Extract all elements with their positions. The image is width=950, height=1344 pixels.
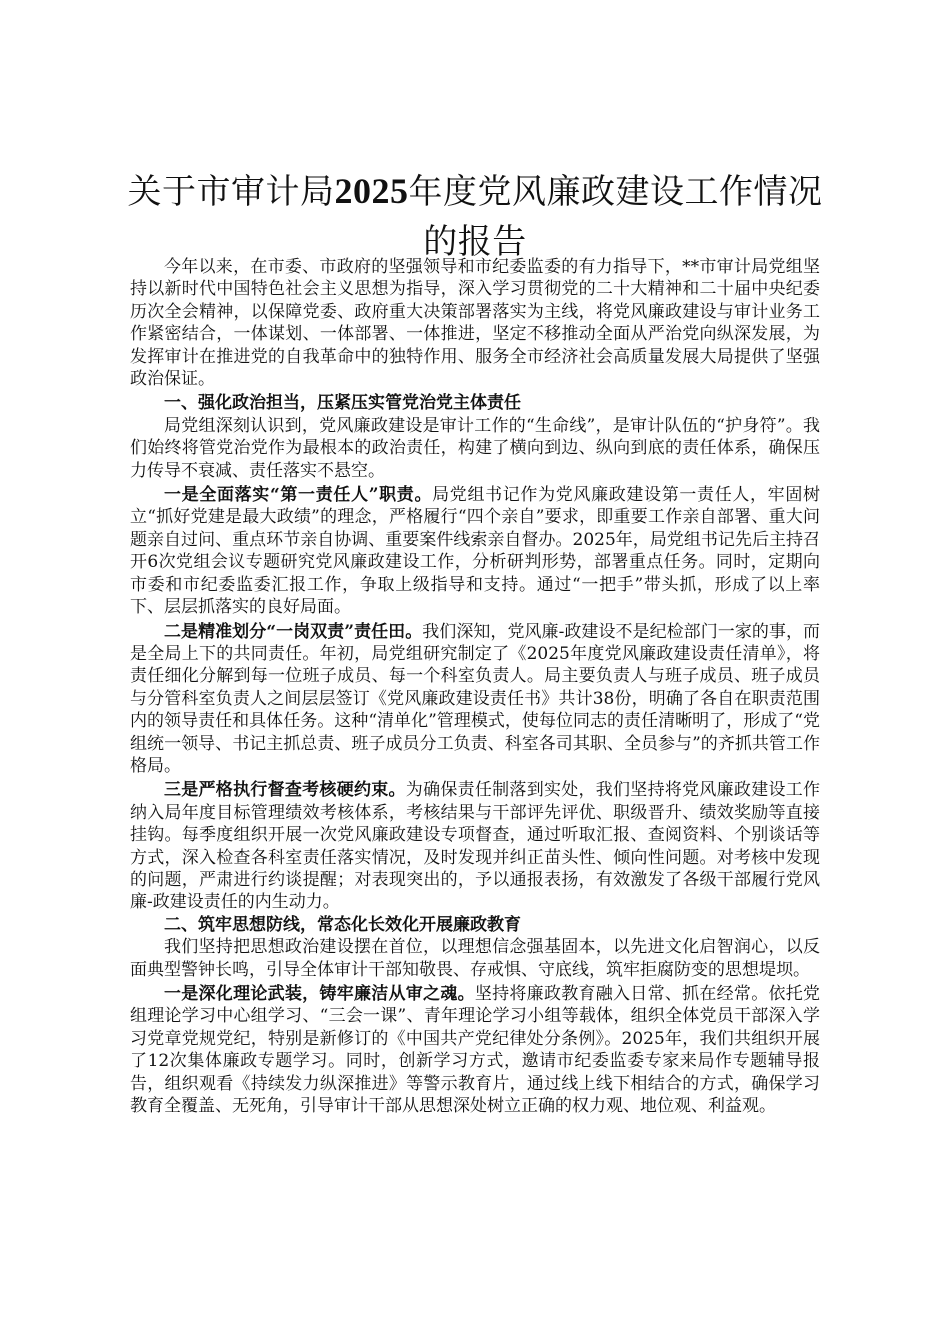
paragraph-lead: 一是全面落实“第一责任人”职责。 (164, 485, 433, 506)
paragraph-lead: 二是精准划分“一岗双责”责任田。 (164, 621, 423, 642)
body-paragraph: 一是深化理论武装，铸牢廉洁从审之魂。坚持将廉政教育融入日常、抓在经常。依托党组理论学习中心组学习、“三会一课”、青年理论学习小组等载体，组织全体党员干部深入学习党章党规党纪，特别是新修订的《中国共产党纪律处分条例》。2025年，我们共组织开展了12次集体廉政专题学习。同时，创新学习方式，邀请市纪委监委专家来局作专题辅导报告，组织观看《持续发力纵深推进》等警示教育片，通过线上线下相结合的方式，确保学习教育全覆盖、无死角，引导审计干部从思想深处树立正确的权力观、地位观、利益观。 (130, 984, 821, 1117)
body-paragraph: 三是严格执行督查考核硬约束。为确保责任制落到实处，我们坚持将党风廉政建设工作纳入局年度目标管理绩效考核体系，考核结果与干部评先评优、职级晋升、绩效奖励等直接挂钩。每季度组织开展一次党风廉政建设专项督查，通过听取汇报、查阅资料、个别谈话等方式，深入检查各科室责任落实情况，及时发现并纠正苗头性、倾向性问题。对考核中发现的问题，严肃进行约谈提醒；对表现突出的，予以通报表扬，有效激发了各级干部履行党风廉-政建设责任的内生动力。 (130, 780, 821, 913)
section-heading-2: 二、筑牢思想防线，常态化长效化开展廉政教育 (164, 914, 521, 935)
intro-paragraph: 今年以来，在市委、市政府的坚强领导和市纪委监委的有力指导下，**市审计局党组坚持以新时代中国特色社会主义思想为指导，深入学习贯彻党的二十大精神和二十届中央纪委历次全会精神，以保障党委、政府重大决策部署落实为主线，将党风廉政建设与审计业务工作紧密结合，一体谋划、一体部署、一体推进，坚定不移推动全面从严治党向纵深发展，为发挥审计在推进党的自我革命中的独特作用、服务全市经济社会高质量发展大局提供了坚强政治保证。 (130, 257, 820, 390)
body-paragraph: 局党组深刻认识到，党风廉政建设是审计工作的“生命线”，是审计队伍的“护身符”。我们始终将管党治党作为最根本的政治责任，构建了横向到边、纵向到底的责任体系，确保压力传导不衰减、责任落实不悬空。 (130, 415, 820, 481)
body-paragraph: 我们坚持把思想政治建设摆在首位，以理想信念强基固本，以先进文化启智润心，以反面典型警钟长鸣，引导全体审计干部知敬畏、存戒惧、守底线，筑牢拒腐防变的思想堤坝。 (130, 937, 820, 980)
section-heading-1: 一、强化政治担当，压紧压实管党治党主体责任 (164, 393, 521, 414)
paragraph-lead: 三是严格执行督查考核硬约束。 (164, 780, 406, 801)
title-part-2: 年度党风廉政建设工作情况的报告 (408, 172, 823, 262)
title-part-1: 关于市审计局 (127, 172, 335, 212)
body-paragraph: 二是精准划分“一岗双责”责任田。我们深知，党风廉-政建设不是纪检部门一家的事，而是全局上下的共同责任。年初，局党组研究制定了《2025年度党风廉政建设责任清单》，将责任细化分解到每一位班子成员、每一个科室负责人。局主要负责人与班子成员、班子成员与分管科室负责人之间层层签订《党风廉政建设责任书》共计38份，明确了各自在职责范围内的领导责任和具体任务。这种“清单化”管理模式，使每位同志的责任清晰明了，形成了“党组统一领导、书记主抓总责、班子成员分工负责、科室各司其职、全员参与”的齐抓共管工作格局。 (130, 621, 820, 776)
body-paragraph: 一是全面落实“第一责任人”职责。局党组书记作为党风廉政建设第一责任人，牢固树立“抓好党建是最大政绩”的理念，严格履行“四个亲自”要求，即重要工作亲自部署、重大问题亲自过问、重点环节亲自协调、重要案件线索亲自督办。2025年，局党组书记先后主持召开6次党组会议专题研究党风廉政建设工作，分析研判形势，部署重点任务。同时，定期向市委和市纪委监委汇报工作，争取上级指导和支持。通过“一把手”带头抓，形成了以上率下、层层抓落实的良好局面。 (130, 485, 820, 618)
document-title (118, 166, 832, 267)
document-body (130, 256, 820, 1117)
paragraph-lead: 一是深化理论武装，铸牢廉洁从审之魂。 (164, 984, 475, 1004)
title-year: 2025 (334, 171, 409, 211)
